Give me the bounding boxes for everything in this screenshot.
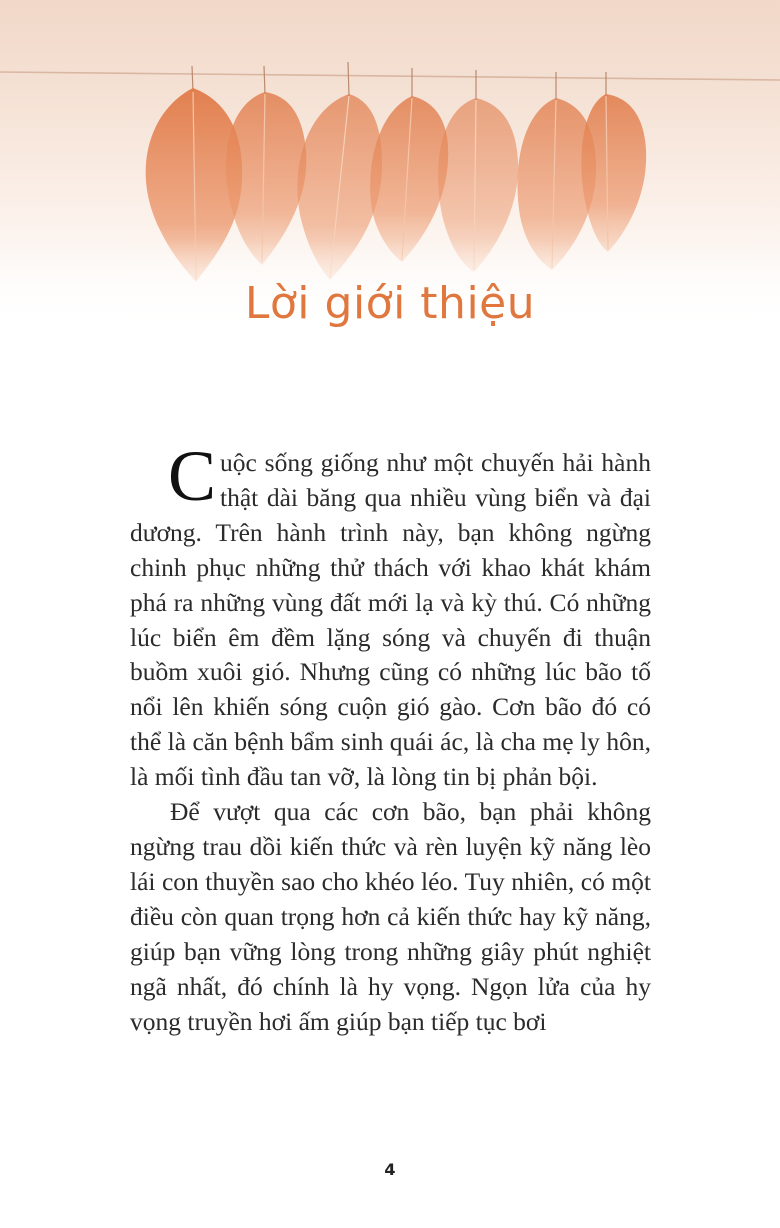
leaf-2 [226, 66, 306, 265]
body-text [130, 436, 651, 1039]
leaf-7 [581, 72, 646, 252]
string-line [0, 72, 780, 80]
page-title: Lời giới thiệu [244, 278, 536, 329]
paragraph-1 [130, 436, 651, 795]
header-illustration [0, 0, 780, 330]
paragraph-2: Để vượt qua các cơn bão, bạn phải không ngừng trau dồi kiến thức và rèn luyện kỹ năng lèo lái con thuyền sao cho khéo léo. Tuy nhiên, có một điều còn quan trọng hơn cả kiến thức hay kỹ năng, giúp bạn vững lòng trong những giây phút nghiệt ngã nhất, đó chính là hy vọng. Ngọn lửa của hy vọng truyền hơi ấm giúp bạn tiếp tục bơi [130, 797, 651, 1036]
paragraph-1-text: uộc sống giống như một chuyến hải hành thật dài băng qua nhiều vùng biển và đại dương. Trên hành trình này, bạn không ngừng chinh phục những thử thách với khao khát khám phá ra những vùng đất mới lạ và kỳ thú. Có những lúc biển êm đềm lặng sóng và chuyến đi thuận buồm xuôi gió. Nhưng cũng có những lúc bão tố nổi lên khiến sóng cuộn gió gào. Cơn bão đó có thể là căn bệnh bẩm sinh quái ác, là cha mẹ ly hôn, là mối tình đầu tan vỡ, là lòng tin bị phản bội. [130, 448, 651, 792]
drop-cap-letter: C [168, 436, 217, 516]
leaf-4 [370, 68, 448, 262]
page-number: 4 [384, 1160, 396, 1179]
